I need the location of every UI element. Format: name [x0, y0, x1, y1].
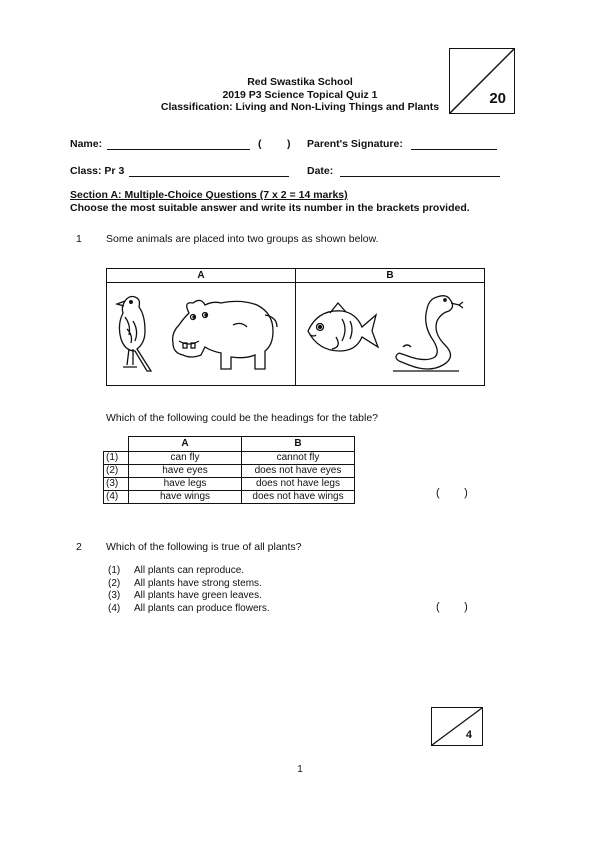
option-b-text: cannot fly [242, 452, 355, 465]
name-label: Name: [70, 138, 103, 150]
quiz-topic: Classification: Living and Non-Living Things and Plants [160, 101, 440, 113]
signature-field[interactable] [411, 149, 497, 150]
date-field[interactable] [340, 176, 500, 177]
total-score: 20 [489, 90, 506, 107]
option-a-text: have wings [129, 491, 242, 504]
hippo-illustration [161, 295, 281, 375]
list-item [108, 578, 270, 591]
class-field[interactable] [129, 176, 289, 177]
index-bracket-close: ) [287, 138, 291, 150]
snake-illustration [389, 291, 475, 377]
signature-label: Parent's Signature: [307, 138, 403, 150]
group-b-label: B [386, 270, 394, 281]
name-field[interactable] [107, 149, 250, 150]
option-number: (1) [108, 565, 121, 576]
list-item [108, 603, 270, 616]
option-text: All plants have strong stems. [134, 577, 262, 589]
page-score: 4 [465, 729, 472, 741]
option-row [104, 465, 355, 478]
q2-number: 2 [76, 541, 82, 553]
option-a-text: can fly [129, 452, 242, 465]
option-row [104, 452, 355, 465]
q1-number: 1 [76, 233, 82, 245]
option-row [104, 478, 355, 491]
group-a-label: A [197, 270, 205, 281]
section-a-instruction: Choose the most suitable answer and write its number in the brackets provided. [70, 202, 470, 214]
option-a-text: have legs [129, 478, 242, 491]
option-b-text: does not have legs [242, 478, 355, 491]
option-number: (3) [108, 590, 121, 601]
total-score-box [449, 48, 515, 114]
page-score-divider [432, 708, 482, 745]
q1-prompt: Which of the following could be the headings for the table? [106, 412, 379, 424]
options-header-a: A [129, 437, 242, 452]
section-a-title: Section A: Multiple-Choice Questions (7 x 2 = 14 marks) [70, 189, 348, 201]
q2-answer-bracket[interactable]: ( ) [436, 601, 468, 613]
quiz-title: 2019 P3 Science Topical Quiz 1 [222, 89, 378, 101]
class-label: Class: Pr 3 [70, 165, 125, 177]
q1-answer-bracket[interactable]: ( ) [436, 487, 468, 499]
index-bracket-open: ( [258, 138, 262, 150]
option-number: (2) [104, 465, 129, 478]
options-header-b: B [242, 437, 355, 452]
option-number: (2) [108, 577, 121, 589]
option-number: (3) [104, 478, 129, 491]
option-text: All plants can produce flowers. [134, 602, 270, 614]
option-number: (1) [104, 452, 129, 465]
option-row [104, 491, 355, 504]
list-item [108, 590, 270, 603]
option-text: All plants can reproduce. [134, 565, 245, 576]
options-header-blank [104, 437, 129, 452]
picture-table-header-line [107, 282, 484, 283]
page-number: 1 [297, 764, 303, 775]
q1-options-table [103, 436, 355, 504]
bird-illustration [111, 291, 155, 377]
q1-text: Some animals are placed into two groups as shown below. [106, 233, 379, 245]
list-item [108, 565, 270, 578]
option-b-text: does not have wings [242, 491, 355, 504]
q2-text: Which of the following is true of all plants? [106, 541, 302, 553]
q1-picture-table [106, 268, 485, 386]
q2-options [108, 565, 270, 615]
date-label: Date: [307, 165, 334, 177]
option-number: (4) [108, 602, 121, 614]
option-a-text: have eyes [129, 465, 242, 478]
option-number: (4) [104, 491, 129, 504]
option-text: All plants have green leaves. [134, 590, 262, 601]
picture-table-divider [295, 269, 296, 385]
option-b-text: does not have eyes [242, 465, 355, 478]
fish-illustration [302, 299, 382, 361]
page-score-box [431, 707, 483, 746]
school-name: Red Swastika School [247, 76, 353, 88]
